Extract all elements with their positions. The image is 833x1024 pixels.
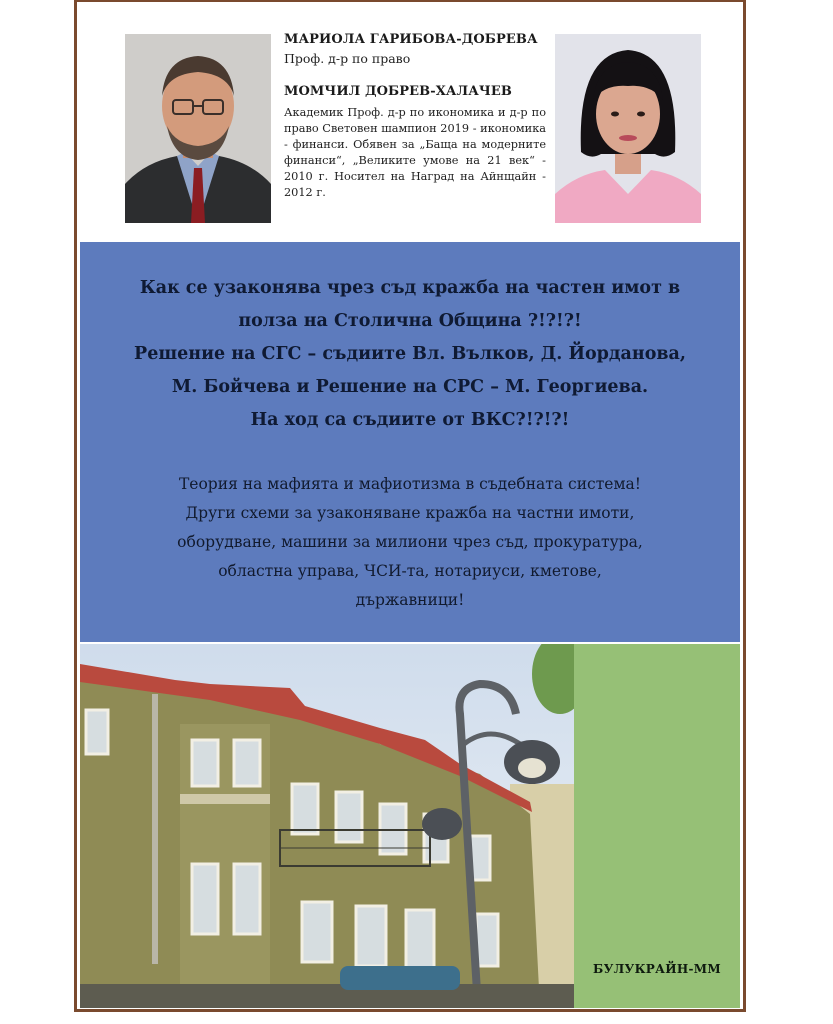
subtitle-line: оборудване, машини за милиони чрез съд, прокуратура, xyxy=(177,533,643,551)
subtitle-line: Теория на мафията и мафиотизма в съдебната система! xyxy=(178,475,642,493)
author-details xyxy=(284,32,548,201)
headline-line: Как се узаконява чрез съд кражба на частен имот в xyxy=(139,278,681,298)
author-1-role: Проф. д-р по право xyxy=(284,51,411,66)
subtitle-line: Други схеми за узаконяване кражба на частни имоти, xyxy=(185,504,635,522)
title-block xyxy=(80,242,740,642)
book-back-cover xyxy=(74,0,746,1012)
male-author-portrait xyxy=(125,34,271,223)
subtitle-line: държавници! xyxy=(355,591,465,609)
building-photo xyxy=(80,644,574,1008)
book-subtitle xyxy=(100,470,720,615)
author-2-bio: Академик Проф. д-р по икономика и д-р по право Световен шампион 2019 - икономика - финанси. Обявен за „Баща на модерните финанси“, „Великите умове на 21 век“ - 2010 г. Носител на Наград на Айнщайн - 2012 г. xyxy=(284,106,546,199)
publisher-name: БУЛУКРАЙН-ММ xyxy=(593,962,721,976)
author-2-name: МОМЧИЛ ДОБРЕВ-ХАЛАЧЕВ xyxy=(284,84,512,99)
author-1-name: МАРИОЛА ГАРИБОВА-ДОБРЕВА xyxy=(284,32,538,47)
publisher-panel xyxy=(574,644,740,1008)
female-author-portrait xyxy=(555,34,701,223)
book-headline xyxy=(100,272,720,437)
authors-header xyxy=(77,2,743,240)
headline-line: Решение на СГС – съдиите Вл. Вълков, Д. Йорданова, xyxy=(134,344,686,364)
headline-line: полза на Столична Община ?!?!?! xyxy=(238,311,582,331)
headline-line: На ход са съдиите от ВКС?!?!?! xyxy=(250,410,570,430)
subtitle-line: областна управа, ЧСИ-та, нотариуси, кметове, xyxy=(218,562,602,580)
headline-line: М. Бойчева и Решение на СРС – М. Георгиева. xyxy=(171,377,649,397)
